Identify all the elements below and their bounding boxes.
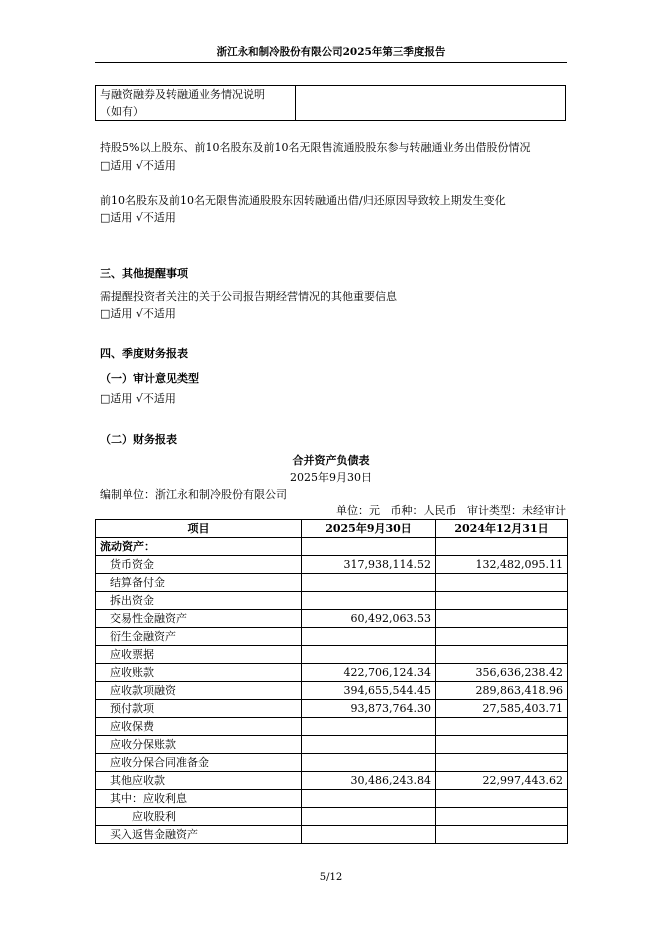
table-row (96, 592, 568, 610)
row-value-prior (436, 574, 568, 592)
row-value-current (302, 736, 436, 754)
row-value-prior: 27,585,403.71 (436, 700, 568, 718)
table-row (96, 772, 568, 790)
header-prior-period: 2024年12月31日 (436, 520, 568, 538)
row-value-current: 30,486,243.84 (302, 772, 436, 790)
row-value-current (302, 718, 436, 736)
balance-sheet-table (95, 519, 568, 844)
row-value-current (302, 592, 436, 610)
row-value-prior: 356,636,238.42 (436, 664, 568, 682)
row-value-prior (436, 538, 568, 556)
row-value-current (302, 754, 436, 772)
table-row (96, 628, 568, 646)
section3-text: 需提醒投资者关注的关于公司报告期经营情况的其他重要信息 (100, 290, 397, 303)
row-value-prior (436, 646, 568, 664)
audit-opinion-heading: （一）审计意见类型 (100, 372, 199, 385)
row-value-current: 422,706,124.34 (302, 664, 436, 682)
section4-heading: 四、季度财务报表 (100, 347, 188, 360)
report-header-title: 浙江永和制冷股份有限公司2025年第三季度报告 (216, 46, 446, 58)
para1-text: 持股5%以上股东、前10名股东及前10名无限售流通股股东参与转融通业务出借股份情况 (100, 141, 531, 154)
para2-text: 前10名股东及前10名无限售流通股股东因转融通出借/归还原因导致较上期发生变化 (100, 194, 506, 207)
table-row (96, 700, 568, 718)
row-value-current (302, 808, 436, 826)
section3-heading: 三、其他提醒事项 (100, 267, 188, 280)
note-value-cell (296, 86, 566, 121)
row-item: 买入返售金融资产 (96, 826, 302, 844)
row-item: 结算备付金 (96, 574, 302, 592)
table-row (96, 610, 568, 628)
unit-currency-audit: 单位：元 币种：人民币 审计类型：未经审计 (336, 504, 566, 517)
row-value-current (302, 538, 436, 556)
row-item: 货币资金 (96, 556, 302, 574)
balance-sheet-date: 2025年9月30日 (290, 471, 372, 484)
securities-lending-note-table (95, 85, 566, 121)
row-value-prior: 132,482,095.11 (436, 556, 568, 574)
row-value-prior (436, 754, 568, 772)
table-row (96, 556, 568, 574)
table-row (96, 826, 568, 844)
row-value-current: 394,655,544.45 (302, 682, 436, 700)
table-row (96, 664, 568, 682)
header-rule (95, 62, 567, 63)
row-item: 应收款项融资 (96, 682, 302, 700)
row-item: 应收分保账款 (96, 736, 302, 754)
row-value-current (302, 574, 436, 592)
row-value-prior (436, 592, 568, 610)
row-value-current (302, 628, 436, 646)
row-item: 应收股利 (96, 808, 302, 826)
row-value-prior: 289,863,418.96 (436, 682, 568, 700)
row-item: 应收票据 (96, 646, 302, 664)
table-row (96, 682, 568, 700)
para2-option: □适用 √不适用 (100, 211, 176, 224)
table-row (96, 538, 568, 556)
note-label-line1: 与融资融券及转融通业务情况说明 (100, 88, 265, 101)
table-row (96, 808, 568, 826)
section3-option: □适用 √不适用 (100, 307, 176, 320)
row-item: 其中：应收利息 (96, 790, 302, 808)
header-current-period: 2025年9月30日 (302, 520, 436, 538)
row-item: 交易性金融资产 (96, 610, 302, 628)
row-value-current (302, 790, 436, 808)
table-row (96, 736, 568, 754)
table-header-row (96, 520, 568, 538)
row-value-current: 93,873,764.30 (302, 700, 436, 718)
table-row (96, 790, 568, 808)
row-item: 预付款项 (96, 700, 302, 718)
row-value-prior (436, 736, 568, 754)
balance-sheet-title: 合并资产负债表 (292, 454, 370, 467)
row-item: 衍生金融资产 (96, 628, 302, 646)
row-value-prior: 22,997,443.62 (436, 772, 568, 790)
row-item: 应收保费 (96, 718, 302, 736)
row-value-prior (436, 808, 568, 826)
table-row (96, 646, 568, 664)
row-item: 流动资产： (96, 538, 302, 556)
row-item: 拆出资金 (96, 592, 302, 610)
row-value-prior (436, 610, 568, 628)
row-value-current: 60,492,063.53 (302, 610, 436, 628)
table-row (96, 718, 568, 736)
row-value-prior (436, 718, 568, 736)
financial-statements-heading: （二）财务报表 (100, 433, 177, 446)
note-label-cell (96, 86, 296, 121)
table-row (96, 574, 568, 592)
audit-opinion-option: □适用 √不适用 (100, 392, 176, 405)
row-value-prior (436, 826, 568, 844)
row-item: 应收账款 (96, 664, 302, 682)
row-value-prior (436, 790, 568, 808)
row-item: 其他应收款 (96, 772, 302, 790)
row-value-current (302, 826, 436, 844)
preparer-company: 编制单位：浙江永和制冷股份有限公司 (100, 488, 287, 501)
header-item: 项目 (96, 520, 302, 538)
row-value-current: 317,938,114.52 (302, 556, 436, 574)
note-label-line2: （如有） (100, 105, 144, 118)
row-value-current (302, 646, 436, 664)
table-row (96, 754, 568, 772)
row-item: 应收分保合同准备金 (96, 754, 302, 772)
row-value-prior (436, 628, 568, 646)
para1-option: □适用 √不适用 (100, 159, 176, 172)
page-number: 5/12 (319, 872, 343, 883)
